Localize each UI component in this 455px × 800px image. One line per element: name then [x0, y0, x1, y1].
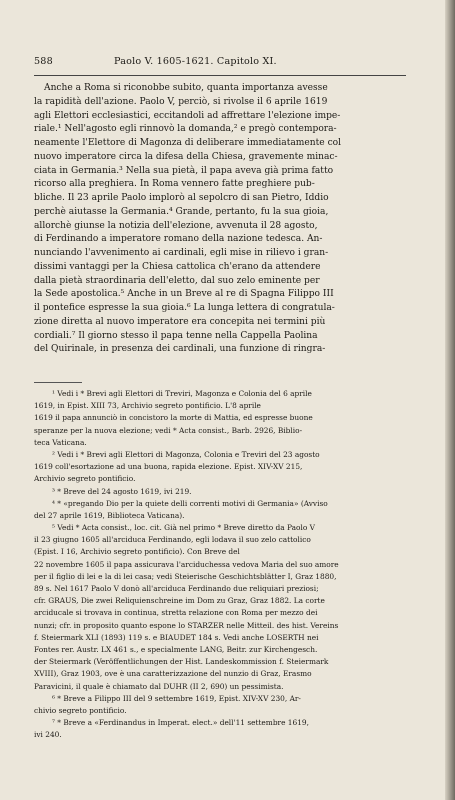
footnote-line: ⁶ * Breve a Filippo III del 9 settembre 1619, Epist. XIV-XV 230, Ar-	[52, 693, 301, 703]
footnote-line: del 27 aprile 1619, Biblioteca Vaticana).	[34, 510, 185, 520]
footnote-line: ¹ Vedi i * Brevi agli Elettori di Treviri, Magonza e Colonia del 6 aprile	[52, 389, 312, 398]
body-line: cordiali.⁷ Il giorno stesso il papa tenne nella Cappella Paolina	[34, 330, 318, 341]
body-line: zione diretta al nuovo imperatore era concepita nei termini più	[34, 316, 326, 327]
body-line: il pontefice espresse la sua gioia.⁶ La lunga lettera di congratula-	[34, 303, 335, 313]
footnote-line: teca Vaticana.	[34, 437, 87, 447]
footnote-line: cfr. GRAUS, Die zwei Reliquienschreine im Dom zu Graz, Graz 1882. La corte	[34, 596, 325, 606]
running-header	[34, 55, 404, 69]
page-number: 588	[34, 56, 53, 67]
header-rule	[34, 75, 406, 76]
footnote-line: ⁵ Vedi * Acta consist., loc. cit. Già nel primo * Breve diretto da Paolo V	[52, 523, 315, 533]
body-line: ciata in Germania.³ Nella sua pietà, il papa aveva già prima fatto	[34, 165, 334, 176]
footnote-line: ivi 240.	[34, 730, 62, 740]
footnote-line: Archivio segreto pontificio.	[34, 474, 136, 484]
footnote-line: arciducale si trovava in continua, stretta relazione con Roma per mezzo dei	[34, 608, 318, 618]
body-line: di Ferdinando a imperatore romano della nazione tedesca. An-	[34, 234, 323, 245]
body-line: nunciando l'avvenimento ai cardinali, egli mise in rilievo i gran-	[34, 248, 329, 258]
footnote-line: chivio segreto pontificio.	[34, 705, 127, 715]
body-line: riale.¹ Nell'agosto egli rinnovò la domanda,² e pregò contempora-	[34, 124, 337, 135]
footnote-line: ⁴ * «pregando Dio per la quiete delli correnti motivi di Germania» (Avviso	[52, 498, 328, 508]
page-edge-shadow	[445, 0, 455, 800]
body-line: la Sede apostolica.⁵ Anche in un Breve al re di Spagna Filippo III	[34, 289, 334, 300]
footnote-line: 1619 coll'esortazione ad una buona, rapida elezione. Epist. XIV-XV 215,	[34, 462, 303, 472]
footnote-line: per il figlio di lei e la di lei casa; vedi Steierische Geschichtsblätter I, Graz 1880,	[34, 571, 337, 581]
main-text	[34, 82, 406, 357]
body-line: dalla pietà straordinaria dell'eletto, dal suo zelo eminente per	[34, 275, 320, 286]
footnote-line: (Epist. I 16, Archivio segreto pontificio). Con Breve del	[34, 547, 240, 557]
running-title: Paolo V. 1605-1621. Capitolo XI.	[114, 56, 277, 67]
footnote-line: 22 novembre 1605 il papa assicurava l'arciduchessa vedova Maria del suo amore	[34, 559, 339, 569]
footnotes	[34, 388, 406, 741]
footnote-line: il 23 giugno 1605 all'arciduca Ferdinando, egli lodava il suo zelo cattolico	[34, 535, 311, 545]
body-line: allorchè giunse la notizia dell'elezione, avvenuta il 28 agosto,	[34, 220, 318, 231]
body-line: agli Elettori ecclesiastici, eccitandoli ad affrettare l'elezione impe-	[34, 110, 341, 121]
footnote-line: nunzi; cfr. in proposito quanto espone lo STARZER nelle Mitteil. des hist. Vereins	[34, 620, 339, 630]
footnote-separator	[34, 382, 82, 383]
footnote-line: speranze per la nuova elezione; vedi * Acta consist., Barb. 2926, Biblio-	[34, 425, 303, 435]
body-line: neamente l'Elettore di Magonza di deliberare immediatamente col	[34, 138, 342, 148]
footnote-line: XVIII), Graz 1903, ove è una caratterizzazione del nunzio di Graz, Erasmo	[34, 669, 312, 679]
footnote-line: 1619, in Epist. XIII 73, Archivio segreto pontificio. L'8 aprile	[34, 401, 261, 411]
footnote-line: Paravicini, il quale è chiamato dal DUHR (II 2, 690) un pessimista.	[34, 681, 284, 691]
footnote-line: der Steiermark (Veröffentlichungen der Hist. Landeskommission f. Steiermark	[34, 657, 329, 667]
footnote-line: ² Vedi i * Brevi agli Elettori di Magonza, Colonia e Treviri del 23 agosto	[52, 449, 320, 459]
body-line: la rapidità dell'azione. Paolo V, perciò, si rivolse il 6 aprile 1619	[34, 96, 328, 107]
footnote-line: f. Steiermark XLI (1893) 119 s. e BIAUDET 184 s. Vedi anche LOSERTH nei	[34, 632, 319, 642]
footnote-line: ³ * Breve del 24 agosto 1619, ivi 219.	[52, 486, 192, 496]
body-line: bliche. Il 23 aprile Paolo implorò al sepolcro di san Pietro, Iddio	[34, 193, 329, 203]
footnote-line: ⁷ * Breve a «Ferdinandus in Imperat. elect.» dell'11 settembre 1619,	[52, 718, 309, 728]
body-line: dissimi vantaggi per la Chiesa cattolica ch'erano da attendere	[34, 261, 321, 272]
body-line: perchè aiutasse la Germania.⁴ Grande, pertanto, fu la sua gioia,	[34, 206, 329, 217]
body-line: Anche a Roma si riconobbe subito, quanta importanza avesse	[44, 83, 328, 93]
footnote-line: 1619 il papa annunciò in concistoro la morte di Mattia, ed espresse buone	[34, 413, 313, 423]
body-line: del Quirinale, in presenza dei cardinali, una funzione di ringra-	[34, 344, 326, 355]
footnote-line: Fontes rer. Austr. LX 461 s., e specialmente LANG, Beitr. zur Kirchengesch.	[34, 644, 318, 654]
footnote-line: 89 s. Nel 1617 Paolo V donò all'arciduca Ferdinando due reliquiari preziosi;	[34, 584, 319, 593]
body-line: ricorso alla preghiera. In Roma vennero fatte preghiere pub-	[34, 179, 315, 190]
body-line: nuovo imperatore circa la difesa della Chiesa, gravemente minac-	[34, 151, 338, 162]
